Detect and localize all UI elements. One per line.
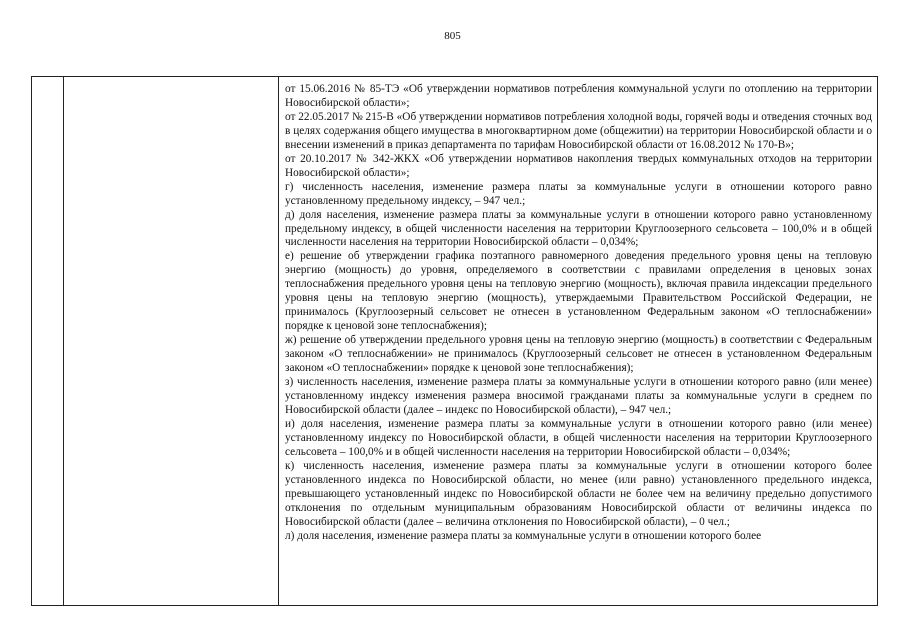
paragraph-k: к) численность населения, изменение размера платы за коммунальные услуги в отношении которого более установленного индекса по Новосибирской области, но менее (или равно) установленного предельного индекса, превышающего установленный индекс по Новосибирской области не более чем на величину предельно допустимого отклонения по отдельным муниципальным образованиям Новосибирской области от величины индекса по Новосибирской области (далее – величина отклонения по Новосибирской области), – 0 чел.; xyxy=(285,459,872,528)
table-column-name xyxy=(63,77,279,605)
page-number: 805 xyxy=(444,30,461,42)
paragraph-g: г) численность населения, изменение размера платы за коммунальные услуги в отношении которого равно установленному предельному индексу, – 947 чел.; xyxy=(285,180,872,207)
document-table xyxy=(31,76,878,606)
paragraph-l: л) доля населения, изменение размера платы за коммунальные услуги в отношении которого более xyxy=(285,529,762,542)
paragraph-d: д) доля населения, изменение размера платы за коммунальные услуги в отношении которого равно установленному предельному индексу, в общей численности населения на территории Круглоозерного сельсовета – 100,0% и в общей численности населения на территории Новосибирской области – 0,034%; xyxy=(285,208,872,249)
table-column-content xyxy=(279,77,877,605)
paragraph-zh: ж) решение об утверждении предельного уровня цены на тепловую энергию (мощность) в соответствии с Федеральным законом «О теплоснабжении» не принималось (Круглоозерный сельсовет не отнесен в установленном Федеральным законом «О теплоснабжении» порядке к ценовой зоне теплоснабжения); xyxy=(285,334,872,375)
paragraph-i: и) доля населения, изменение размера платы за коммунальные услуги в отношении которого равно (или менее) установленному индексу по Новосибирской области, в общей численности населения на территории Круглоозерного сельсовета – 100,0% и в общей численности населения на территории Новосибирской области – 0,034%; xyxy=(285,417,872,458)
table-column-number xyxy=(32,77,64,605)
paragraph-order-215-v: от 22.05.2017 № 215-В «Об утверждении нормативов потребления холодной воды, горячей воды и отведения сточных вод в целях содержания общего имущества в многоквартирном доме (общежитии) на территории Новосибирской области и о внесении изменений в приказ департамента по тарифам Новосибирской области от 16.08.2012 № 170-В»; xyxy=(285,110,872,151)
paragraph-e: е) решение об утверждении графика поэтапного равномерного доведения предельного уровня цены на тепловую энергию (мощность) до уровня, определяемого в соответствии с правилами определения в ценовых зонах теплоснабжения предельного уровня цены на тепловую энергию (мощность), включая правила индексации предельного уровня цены на тепловую энергию (мощность), утверждаемыми Правительством Российской Федерации, не принималось (Круглоозерный сельсовет не отнесен в установленном Федеральным законом «О теплоснабжении» порядке к ценовой зоне теплоснабжения); xyxy=(285,250,872,333)
paragraph-z: з) численность населения, изменение размера платы за коммунальные услуги в отношении которого равно (или менее) установленному индексу изменения размера вносимой гражданами платы за коммунальные услуги в среднем по Новосибирской области (далее – индекс по Новосибирской области), – 947 чел.; xyxy=(285,376,872,416)
paragraph-order-342-zhkkh: от 20.10.2017 № 342-ЖКХ «Об утверждении нормативов накопления твердых коммунальных отходов на территории Новосибирской области»; xyxy=(285,152,872,179)
paragraph-order-85-te: от 15.06.2016 № 85-ТЭ «Об утверждении нормативов потребления коммунальной услуги по отоплению на территории Новосибирской области»; xyxy=(285,83,872,109)
